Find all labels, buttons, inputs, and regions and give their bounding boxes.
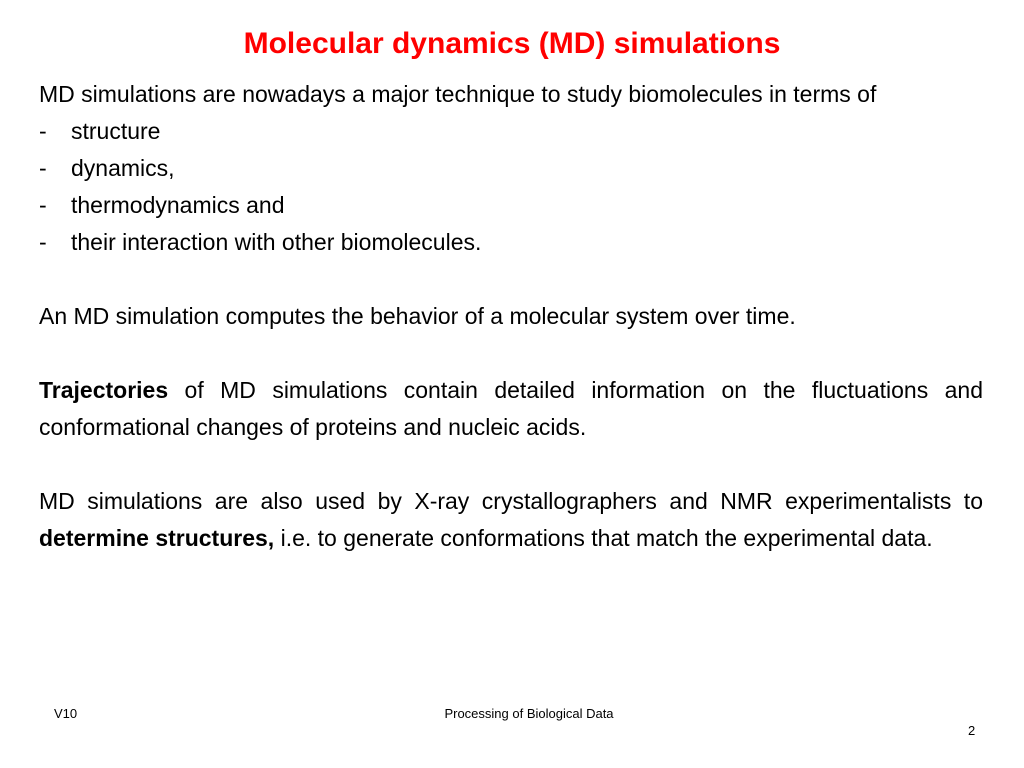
paragraph-structure-text-after: i.e. to generate conformations that match the experimental data. [274, 525, 933, 551]
paragraph-structure-determination [39, 483, 983, 557]
list-item [39, 113, 983, 150]
slide-body [39, 76, 983, 557]
footer-version: V10 [54, 706, 78, 721]
bold-term-trajectories: Trajectories [39, 377, 169, 403]
intro-text: MD simulations are nowadays a major technique to study biomolecules in terms of [39, 81, 877, 107]
slide-title: Molecular dynamics (MD) simulations [243, 27, 781, 60]
paragraph-trajectories [39, 372, 983, 446]
footer-course-title: Processing of Biological Data [444, 706, 614, 721]
bullet-dash: - [39, 229, 47, 255]
bullet-text: their interaction with other biomolecules. [71, 229, 482, 255]
list-item [39, 187, 983, 224]
bullet-text: dynamics, [71, 155, 175, 181]
paragraph-md-definition: An MD simulation computes the behavior of a molecular system over time. [39, 303, 796, 329]
spacer [39, 335, 983, 372]
paragraph-trajectories-text: of MD simulations contain detailed information on the fluctuations and conformational changes of proteins and nucleic acids. [39, 377, 983, 440]
bullet-dash: - [39, 192, 47, 218]
bullet-text: thermodynamics and [71, 192, 285, 218]
paragraph-structure-text-before: MD simulations are also used by X-ray crystallographers and NMR experimentalists to [39, 488, 983, 514]
page-number: 2 [968, 723, 976, 738]
list-item [39, 150, 983, 187]
list-item [39, 224, 983, 261]
spacer [39, 446, 983, 483]
bullet-dash: - [39, 118, 47, 144]
bullet-text: structure [71, 118, 161, 144]
bold-term-determine-structures: determine structures, [39, 525, 275, 551]
bullet-list [39, 113, 983, 261]
bullet-dash: - [39, 155, 47, 181]
spacer [39, 261, 983, 298]
